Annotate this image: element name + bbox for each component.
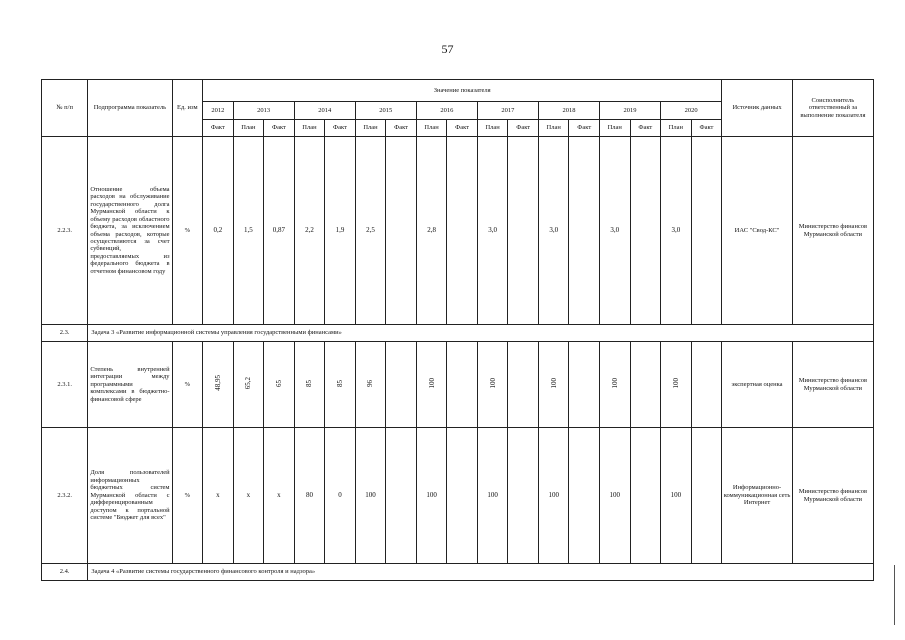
value-cell (691, 428, 722, 564)
task-row (42, 325, 874, 342)
value-cell (447, 428, 478, 564)
year-header: 2012 (203, 102, 234, 120)
value-cell (294, 342, 325, 428)
value-cell (203, 428, 234, 564)
value-text: 85 (305, 379, 314, 387)
value-cell (233, 137, 264, 325)
value-cell (416, 137, 447, 325)
value-text: 100 (488, 378, 497, 389)
unit-cell: % (172, 137, 203, 325)
value-cell (355, 342, 386, 428)
value-text: 48,95 (213, 375, 222, 392)
value-cell (477, 428, 508, 564)
subheader-cell: План (416, 120, 447, 137)
subheader-cell: Факт (203, 120, 234, 137)
subheader-cell: Факт (630, 120, 661, 137)
indicator-row (42, 342, 874, 428)
executor-cell: Министерство финансов Мурманской области (792, 137, 873, 325)
indicator-name: Отношение объема расходов на обслуживание государственного долга Мурманской области к объему расходов областного бюджета, за исключением объема расходов, которые осуществляются за счет субвенций, предоставляемых из федерального бюджета в отчетном финансовом году (88, 137, 172, 325)
value-cell (508, 137, 539, 325)
row-number: 2.3.2. (42, 428, 88, 564)
value-text: 0,87 (272, 226, 286, 235)
value-cell (264, 428, 295, 564)
value-cell (203, 137, 234, 325)
value-cell (569, 137, 600, 325)
value-cell (416, 342, 447, 428)
value-cell (600, 137, 631, 325)
value-cell (325, 137, 356, 325)
value-text: 3,0 (549, 226, 559, 235)
value-text: 100 (365, 491, 376, 500)
value-text: 3,0 (671, 226, 681, 235)
value-text: 3,0 (610, 226, 620, 235)
subheader-cell: Факт (386, 120, 417, 137)
value-cell (447, 342, 478, 428)
value-text: 100 (549, 378, 558, 389)
subheader-cell: Факт (325, 120, 356, 137)
value-text: 2,2 (305, 226, 314, 235)
value-cell (538, 428, 569, 564)
unit-cell: % (172, 342, 203, 428)
value-text: 100 (609, 491, 621, 500)
year-header: 2016 (416, 102, 477, 120)
value-cell (325, 342, 356, 428)
value-text: 2,5 (366, 226, 375, 235)
task-row (42, 564, 874, 581)
value-cell (508, 342, 539, 428)
value-cell (538, 342, 569, 428)
value-cell (691, 137, 722, 325)
value-text: 3,0 (488, 226, 498, 235)
value-cell (600, 342, 631, 428)
value-cell (691, 342, 722, 428)
subheader-cell: План (477, 120, 508, 137)
row-number: 2.4. (42, 564, 88, 581)
value-text: 80 (305, 491, 313, 500)
scan-edge-mark (894, 565, 905, 625)
value-text: х (216, 491, 220, 500)
value-cell (264, 137, 295, 325)
value-cell (294, 428, 325, 564)
indicator-row (42, 428, 874, 564)
year-header: 2019 (600, 102, 661, 120)
value-text: 0 (338, 491, 342, 500)
value-cell (203, 342, 234, 428)
year-header: 2015 (355, 102, 416, 120)
executor-cell: Министерство финансов Мурманской области (792, 428, 873, 564)
value-text: 100 (670, 491, 682, 500)
header-values-group: Значение показателя (203, 80, 722, 102)
value-text: 1,5 (244, 226, 253, 235)
value-cell (661, 137, 692, 325)
value-cell (661, 428, 692, 564)
executor-cell: Министерство финансов Мурманской области (792, 342, 873, 428)
subheader-cell: План (661, 120, 692, 137)
subheader-cell: План (233, 120, 264, 137)
value-cell (477, 342, 508, 428)
value-cell (233, 342, 264, 428)
value-text: 100 (610, 378, 619, 389)
value-cell (630, 137, 661, 325)
value-cell (538, 137, 569, 325)
subheader-cell: План (600, 120, 631, 137)
row-number: 2.3.1. (42, 342, 88, 428)
value-text: х (277, 491, 281, 500)
value-cell (325, 428, 356, 564)
source-cell: ИАС "Свод-КС" (722, 137, 793, 325)
subheader-cell: Факт (569, 120, 600, 137)
value-text: 100 (548, 491, 559, 500)
source-cell: экспертная оценка (722, 342, 793, 428)
indicators-table (41, 79, 874, 581)
value-cell (386, 342, 417, 428)
subheader-cell: План (294, 120, 325, 137)
page-number: 57 (441, 42, 454, 56)
year-header: 2014 (294, 102, 355, 120)
task-title: Задача 3 «Развитие информационной системы управления государственными финансами» (88, 325, 874, 342)
header-unit: Ед. изм (172, 80, 203, 137)
value-cell (294, 137, 325, 325)
subheader-cell: Факт (264, 120, 295, 137)
value-cell (477, 137, 508, 325)
indicator-row (42, 137, 874, 325)
header-executor: Соисполнитель ответственный за выполнение показателя (792, 80, 873, 137)
value-text: 85 (335, 379, 344, 387)
indicator-name: Доля пользователей информационных бюджетных систем Мурманской области с дифференцированным доступом к портальной системе "Бюджет для всех" (88, 428, 172, 564)
value-cell (630, 342, 661, 428)
value-cell (630, 428, 661, 564)
source-cell: Информационно-коммуникационная сеть Интернет (722, 428, 793, 564)
value-text: 100 (426, 491, 437, 500)
indicator-name: Степень внутренней интеграции между программными комплексами в бюджетно-финансовой сфере (88, 342, 172, 428)
subheader-cell: Факт (691, 120, 722, 137)
value-cell (661, 342, 692, 428)
row-number: 2.3. (42, 325, 88, 342)
value-text: 1,9 (335, 226, 345, 235)
value-cell (386, 428, 417, 564)
value-cell (447, 137, 478, 325)
value-text: 65,2 (244, 377, 253, 390)
value-text: 65 (274, 379, 283, 387)
value-cell (569, 342, 600, 428)
year-header: 2013 (233, 102, 294, 120)
header-source: Источник данных (722, 80, 793, 137)
value-text: х (246, 491, 251, 500)
value-text: 100 (671, 378, 680, 389)
year-header: 2020 (661, 102, 722, 120)
unit-cell: % (172, 428, 203, 564)
subheader-cell: План (538, 120, 569, 137)
subheader-cell: План (355, 120, 386, 137)
year-header: 2018 (538, 102, 599, 120)
row-number: 2.2.3. (42, 137, 88, 325)
value-cell (386, 137, 417, 325)
subheader-cell: Факт (447, 120, 478, 137)
value-text: 0,2 (213, 226, 223, 235)
value-cell (416, 428, 447, 564)
value-cell (600, 428, 631, 564)
header-subprogram: Подпрограмма показатель (88, 80, 172, 137)
task-title: Задача 4 «Развитие системы государственного финансового контроля и надзора» (88, 564, 874, 581)
value-cell (355, 137, 386, 325)
value-cell (233, 428, 264, 564)
value-text: 100 (487, 491, 498, 500)
header-num: № п/п (42, 80, 88, 137)
value-cell (355, 428, 386, 564)
value-text: 96 (366, 379, 375, 387)
value-text: 2,8 (427, 226, 436, 235)
subheader-cell: Факт (508, 120, 539, 137)
value-text: 100 (427, 378, 436, 389)
value-cell (264, 342, 295, 428)
year-header: 2017 (477, 102, 538, 120)
value-cell (569, 428, 600, 564)
value-cell (508, 428, 539, 564)
